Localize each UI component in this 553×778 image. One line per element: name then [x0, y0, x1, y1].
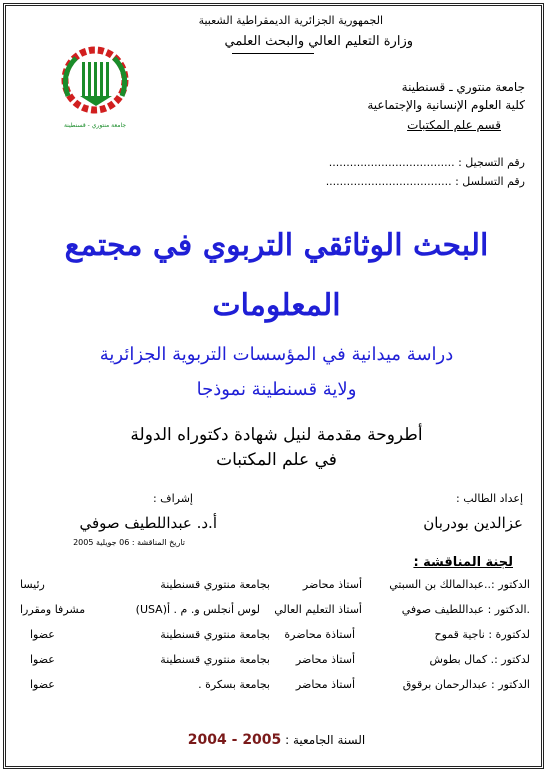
member-rank: أستاذ التعليم العالي [274, 603, 362, 616]
thesis-line-2: في علم المكتبات [216, 450, 337, 470]
member-role: عضوا [30, 653, 55, 666]
ministry-underline [232, 53, 314, 54]
republic-header: الجمهورية الجزائرية الديمقراطية الشعبية [198, 14, 383, 27]
member-institution: بجامعة منتوري قسنطينة [160, 653, 270, 666]
member-role: عضوا [30, 628, 55, 641]
supervisor-label: إشراف : [152, 492, 193, 505]
member-name: .الدكتور : عبداللطيف صوفي [401, 603, 530, 616]
member-institution: بجامعة بسكرة . [198, 678, 270, 691]
committee-row [20, 628, 530, 646]
ministry-header: وزارة التعليم العالي والبحث العلمي [224, 34, 413, 49]
logo-emblem-icon [40, 44, 150, 124]
year-label: السنة الجامعية : [285, 733, 366, 747]
member-role: مشرفا ومقررا [20, 603, 86, 616]
member-name: لدكتورة : ناجية قموح [434, 628, 530, 641]
logo-caption: جامعة منتوري - قسنطينة [63, 122, 127, 129]
member-name: الدكتور : عبدالرحمان برقوق [402, 678, 530, 691]
supervisor-name: أ.د. عبداللطيف صوفي [79, 514, 217, 532]
committee-row [20, 578, 530, 596]
member-rank: أستاذة محاضرة [284, 628, 355, 641]
member-institution: لوس أنجلس و. م . أ(USA) [135, 603, 260, 616]
year-value: 2005 - 2004 [187, 732, 282, 748]
registration-row [329, 156, 525, 169]
member-institution: بجامعة منتوري قسنطينة [160, 628, 270, 641]
faculty-name: كلية العلوم الإنسانية والإجتماعية [367, 98, 525, 112]
university-name: جامعة منتوري ـ قسنطينة [401, 80, 525, 94]
title-line-1: البحث الوثائقي التربوي في مجتمع [64, 228, 489, 263]
member-institution: بجامعة منتوري قسنطينة [160, 578, 270, 591]
member-rank: أستاذ محاضر [295, 678, 355, 691]
student-label: إعداد الطالب : [456, 492, 523, 505]
committee-heading: لجنة المناقشة : [413, 555, 513, 570]
registration-label: رقم التسجيل : [458, 156, 525, 169]
subtitle-line-2: ولاية قسنطينة نموذجا [196, 379, 357, 400]
student-name: عزالدين بودربان [423, 514, 523, 532]
thesis-line-1: أطروحة مقدمة لنيل شهادة دكتوراه الدولة [130, 425, 423, 445]
academic-year [0, 732, 553, 748]
member-rank: أستاذ محاضر [295, 653, 355, 666]
member-role: رئيسا [20, 578, 45, 591]
member-role: عضوا [30, 678, 55, 691]
department-name: قسم علم المكتبات [407, 118, 501, 132]
title-line-2: المعلومات [212, 288, 341, 323]
member-name: لدكتور :. كمال بطوش [429, 653, 530, 666]
sequence-value: .................................... [325, 175, 452, 188]
member-rank: أستاذ محاضر [302, 578, 362, 591]
defense-date: تاريخ المناقشة : 06 جويلية 2005 [73, 538, 185, 547]
subtitle-line-1: دراسة ميدانية في المؤسسات التربوية الجزائرية [99, 344, 454, 365]
committee-row [20, 678, 530, 696]
registration-value: .................................... [328, 156, 455, 169]
member-name: الدكتور :..عبدالمالك بن السبتي [389, 578, 530, 591]
committee-row [20, 653, 530, 671]
sequence-label: رقم التسلسل : [455, 175, 525, 188]
committee-row [20, 603, 530, 621]
sequence-row [326, 175, 525, 188]
university-logo [40, 44, 150, 129]
